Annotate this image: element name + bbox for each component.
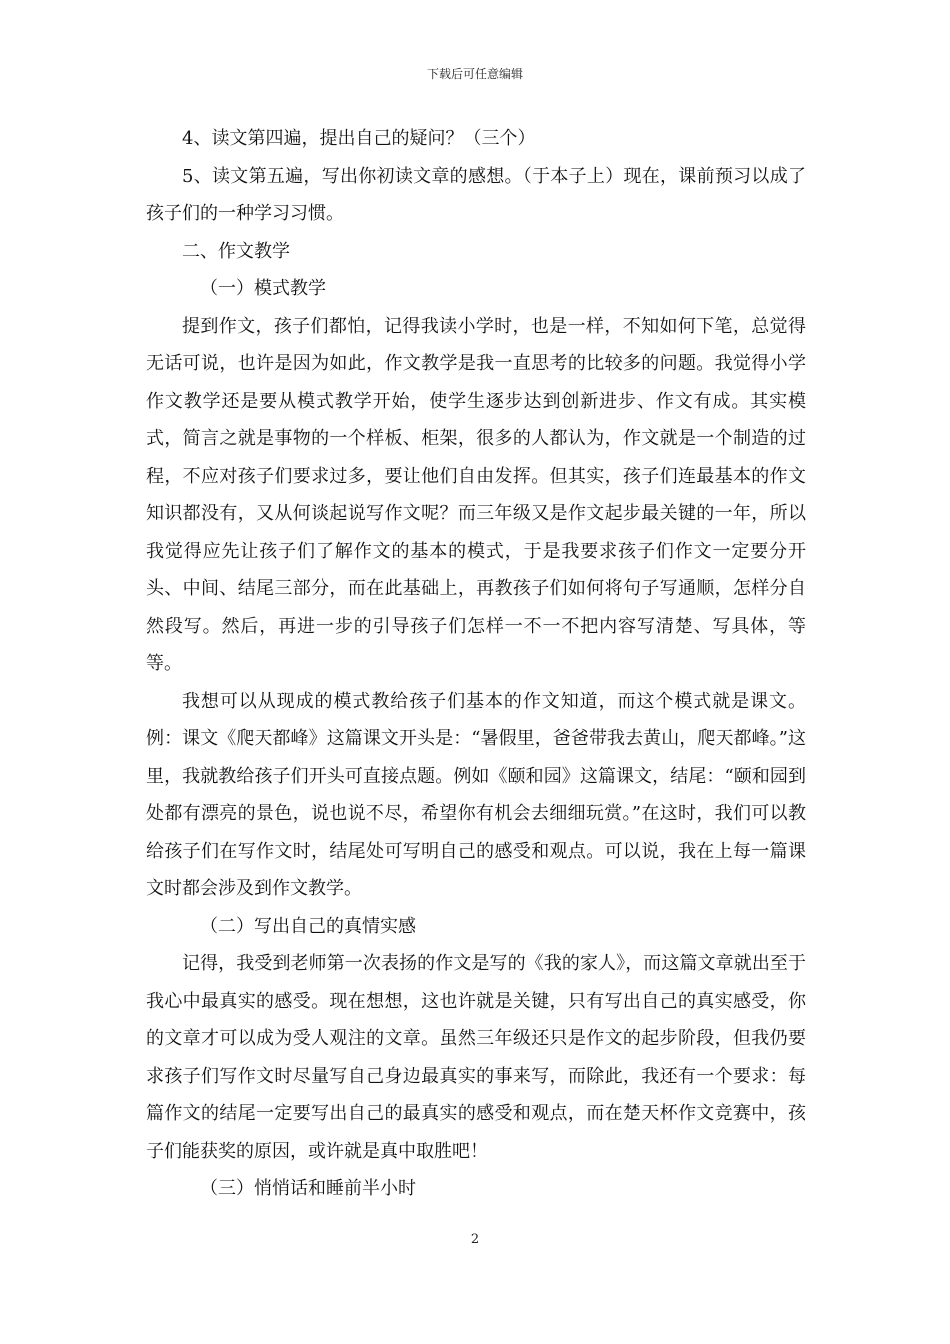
paragraph-true-feelings: 记得，我受到老师第一次表扬的作文是写的《我的家人》，而这篇文章就出至于我心中最真实的感受。现在想想，这也许就是关键，只有写出自己的真实感受，你的文章才可以成为受人观注的文章。虽然三年级还只是作文的起步阶段，但我仍要求孩子们写作文时尽量写自己身边最真实的事来写，而除此，我还有一个要求：每篇作文的结尾一定要写出自己的最真实的感受和观点，而在楚天杯作文竞赛中，孩子们能获奖的原因，或许就是真中取胜吧！ bbox=[146, 953, 806, 1162]
subheading-true-feelings: （二）写出自己的真情实感 bbox=[200, 915, 416, 937]
page-number: 2 bbox=[470, 1232, 480, 1247]
paragraph-read-fifth: 5、读文第五遍，写出你初读文章的感想。（于本子上）现在，课前预习以成了孩子们的一种学习习惯。 bbox=[146, 165, 806, 224]
section-heading-composition: 二、作文教学 bbox=[182, 240, 290, 262]
subheading-whispers: （三）悄悄话和睡前半小时 bbox=[200, 1178, 416, 1199]
paragraph-read-fourth: 4、读文第四遍，提出自己的疑问？（三个） bbox=[182, 128, 536, 149]
document-body bbox=[146, 120, 806, 1208]
subheading-model-teaching: （一）模式教学 bbox=[200, 278, 326, 299]
paragraph-model-teaching: 提到作文，孩子们都怕，记得我读小学时，也是一样，不知如何下笔，总觉得无话可说，也许是因为如此，作文教学是我一直思考的比较多的问题。我觉得小学作文教学还是要从模式教学开始，使学生逐步达到创新进步、作文有成。其实模式，简言之就是事物的一个样板、柜架，很多的人都认为，作文就是一个制造的过程，不应对孩子们要求过多，要让他们自由发挥。但其实，孩子们连最基本的作文知识都没有，又从何谈起说写作文呢？而三年级又是作文起步最关键的一年，所以我觉得应先让孩子们了解作文的基本的模式，于是我要求孩子们作文一定要分开头、中间、结尾三部分，而在此基础上，再教孩子们如何将句子写通顺，怎样分自然段写。然后，再进一步的引导孩子们怎样一不一不把内容写清楚、写具体，等等。 bbox=[146, 315, 806, 674]
paragraph-textbook-examples: 我想可以从现成的模式教给孩子们基本的作文知道，而这个模式就是课文。例：课文《爬天都峰》这篇课文开头是：“暑假里，爸爸带我去黄山，爬天都峰。”这里，我就教给孩子们开头可直接点题。例如《颐和园》这篇课文，结尾：“颐和园到处都有漂亮的景色，说也说不尽，希望你有机会去细细玩赏。”在这时，我们可以教给孩子们在写作文时，结尾处可写明自己的感受和观点。可以说，我在上每一篇课文时都会涉及到作文教学。 bbox=[146, 690, 806, 899]
page-header: 下载后可任意编辑 bbox=[426, 67, 523, 81]
